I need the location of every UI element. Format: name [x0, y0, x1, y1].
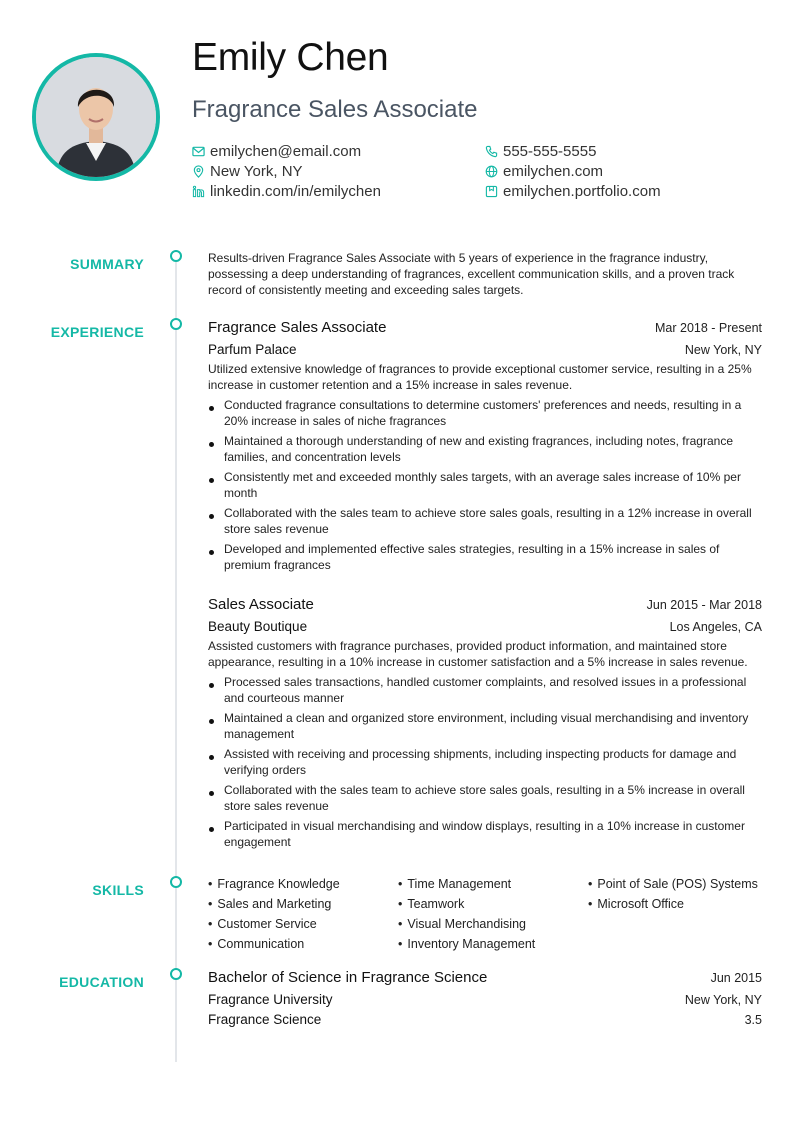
- job-description: Assisted customers with fragrance purchases, provided product information, and maintained store appearance, resulting in a 10% increase in customer satisfaction and a 5% increase in sales revenue.: [208, 639, 748, 669]
- portfolio-icon: [485, 185, 498, 198]
- skills-list: [208, 876, 762, 952]
- job-bullet: Conducted fragrance consultations to determine customers' preferences and needs, resulting in a 20% increase in sales of niche fragrances: [208, 397, 762, 429]
- job-bullet: Participated in visual merchandising and window displays, resulting in a 10% increase in customer engagement: [208, 818, 762, 850]
- job-bullet: Collaborated with the sales team to achieve store sales goals, resulting in a 12% increase in overall store sales revenue: [208, 505, 762, 537]
- profile-photo-image: [36, 57, 156, 177]
- skill-item: • Fragrance Knowledge: [208, 876, 398, 892]
- job-bullet: Collaborated with the sales team to achieve store sales goals, resulting in a 5% increase in overall store sales revenue: [208, 782, 762, 814]
- contact-phone-text: 555-555-5555: [503, 143, 597, 160]
- timeline-dot-summary: [170, 250, 182, 262]
- education-date: Jun 2015: [710, 971, 762, 985]
- profile-photo: [32, 53, 160, 181]
- contact-linkedin-text: linkedin.com/in/emilychen: [210, 183, 381, 200]
- skill-item: • Sales and Marketing: [208, 896, 398, 912]
- map-pin-icon: [192, 165, 205, 178]
- skill-item: • Inventory Management: [398, 936, 588, 952]
- job-bullet: Consistently met and exceeded monthly sales targets, with an average sales increase of 10% per month: [208, 469, 762, 501]
- job-title: Sales Associate: [208, 596, 314, 613]
- timeline-dot-education: [170, 968, 182, 980]
- skill-item: • Customer Service: [208, 916, 398, 932]
- skill-item: • Teamwork: [398, 896, 588, 912]
- contact-email[interactable]: [192, 143, 361, 160]
- job-bullets: [208, 397, 762, 573]
- job-company: Beauty Boutique: [208, 619, 308, 634]
- contact-location-text: New York, NY: [210, 163, 303, 180]
- job-dates: Mar 2018 - Present: [655, 321, 762, 335]
- linkedin-icon: [192, 185, 205, 198]
- education-school: Fragrance University: [208, 992, 333, 1007]
- skill-item: • Time Management: [398, 876, 588, 892]
- job-location: New York, NY: [684, 343, 762, 357]
- job-bullet: Maintained a clean and organized store environment, including visual merchandising and inventory management: [208, 710, 762, 742]
- skill-item: • Visual Merchandising: [398, 916, 588, 932]
- job-title: Fragrance Sales Associate: [208, 319, 387, 336]
- section-label-summary: SUMMARY: [70, 256, 144, 272]
- experience-job-1: [208, 319, 762, 577]
- timeline-dot-skills: [170, 876, 182, 888]
- job-bullet: Processed sales transactions, handled customer complaints, and resolved issues in a professional and courteous manner: [208, 674, 762, 706]
- candidate-title: Fragrance Sales Associate: [192, 96, 478, 123]
- phone-icon: [485, 145, 498, 158]
- section-label-education: EDUCATION: [59, 974, 144, 990]
- job-location: Los Angeles, CA: [669, 620, 762, 634]
- job-bullet: Maintained a thorough understanding of new and existing fragrances, including notes, fragrance families, and concentration levels: [208, 433, 762, 465]
- job-bullets: [208, 674, 762, 850]
- summary-text: Results-driven Fragrance Sales Associate with 5 years of experience in the fragrance industry, possessing a deep understanding of fragrances, excellent communication skills, and a proven track record of consistently meeting and exceeding sales targets.: [208, 251, 735, 297]
- globe-icon: [485, 165, 498, 178]
- contact-website-text: emilychen.com: [503, 163, 604, 180]
- timeline-dot-experience: [170, 318, 182, 330]
- contact-linkedin[interactable]: [192, 183, 381, 200]
- education-gpa: 3.5: [744, 1013, 762, 1027]
- job-dates: Jun 2015 - Mar 2018: [646, 598, 762, 612]
- skill-item: • Microsoft Office: [588, 896, 762, 912]
- job-description: Utilized extensive knowledge of fragrances to provide exceptional customer service, resulting in a 25% increase in customer retention and a 15% increase in sales revenue.: [208, 362, 752, 392]
- timeline-line: [175, 262, 177, 1062]
- education-location: New York, NY: [684, 993, 762, 1007]
- experience-job-2: [208, 596, 762, 854]
- contact-email-text: emilychen@email.com: [210, 143, 362, 160]
- skill-item: • Point of Sale (POS) Systems: [588, 876, 762, 892]
- contact-phone[interactable]: [485, 143, 596, 160]
- mail-icon: [192, 145, 205, 158]
- education-degree: Bachelor of Science in Fragrance Science: [208, 969, 488, 986]
- contact-location: [192, 163, 303, 180]
- candidate-name: Emily Chen: [192, 36, 389, 79]
- job-bullet: Developed and implemented effective sales strategies, resulting in a 15% increase in sales of premium fragrances: [208, 541, 762, 573]
- summary-section: [208, 250, 762, 298]
- job-company: Parfum Palace: [208, 342, 297, 357]
- job-bullet: Assisted with receiving and processing shipments, including inspecting products for damage and verifying orders: [208, 746, 762, 778]
- section-label-experience: EXPERIENCE: [50, 324, 144, 340]
- education-field: Fragrance Science: [208, 1012, 322, 1027]
- section-label-skills: SKILLS: [92, 882, 144, 898]
- skill-item: • Communication: [208, 936, 398, 952]
- contact-portfolio-text: emilychen.portfolio.com: [503, 183, 661, 200]
- contact-website[interactable]: [485, 163, 603, 180]
- education-section: [208, 969, 762, 1027]
- contact-portfolio[interactable]: [485, 183, 661, 200]
